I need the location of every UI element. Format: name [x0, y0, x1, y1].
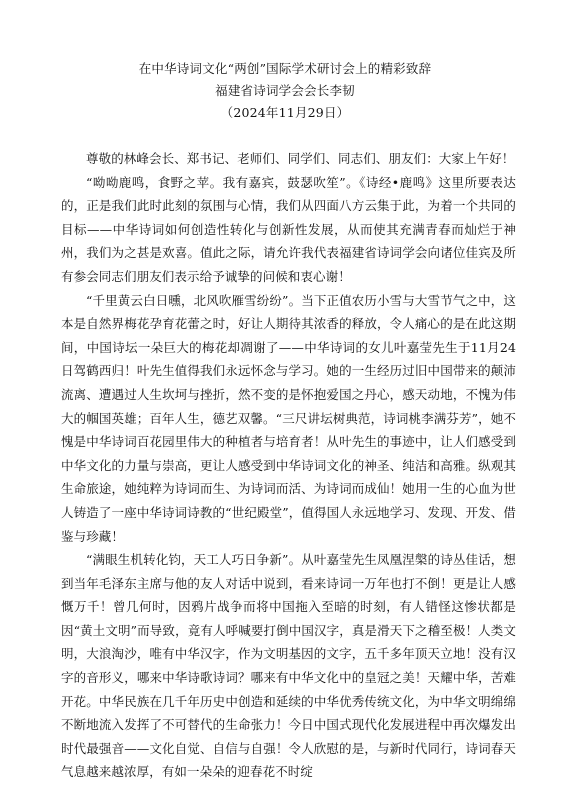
document-title: 在中华诗词文化“两创”国际学术研讨会上的精彩致辞 — [138, 61, 432, 76]
paragraph-culture: “满眼生机转化钧，天工人巧日争新”。从叶嘉莹先生凤凰涅槃的诗丛佳话，想到当年毛泽东主席与他的友人对话中说到，看来诗词一万年也打不倒！更是让人感慨万千！曾几何时，因鸦片战争而将中国拖入至暗的时刻，有人错怪这惨状都是因“黄土文明”而导致，竟有人呼喊要打倒中国汉字，真是滑天下之稽至极！人类文明，大浪淘沙，唯有中华汉字，作为文明基因的文字，五千多年顶天立地！没有汉字的音形义，哪来中华诗歌诗词？哪来有中华文化中的皇冠之美！天耀中华，苦难开花。中华民族在几千年历史中创造和延续的中华优秀传统文化，为中华文明绵绵不断地流入发挥了不可替代的生命张力！今日中国式现代化发展进程中再次爆发出时代最强音——文化自觉、自信与自强！令人欣慰的是，与新时代同行，诗词春天气息越来越浓厚，有如一朵朵的迎春花不时绽 — [61, 552, 516, 780]
paragraph-greeting: 尊敬的林峰会长、郑书记、老师们、同学们、同志们、朋友们：大家上午好！ — [86, 151, 515, 166]
paragraph-luming: “呦呦鹿鸣，食野之苹。我有嘉宾，鼓瑟吹笙”。《诗经•鹿鸣》这里所要表达的，正是我们此时此刻的氛围与心情，我们从四面八方云集于此，为着一个共同的目标——中华诗词如何创造性转化与创新性发展，从而使其充满青春而灿烂于神州，我们为之甚是欢喜。值此之际，请允许我代表福建省诗词学会向诸位佳宾及所有参会同志们朋友们表示给予诚挚的问候和衷心谢！ — [61, 174, 516, 284]
author-line: 福建省诗词学会会长李韧 — [215, 83, 355, 98]
paragraph-tribute: “千里黄云白日曛，北风吹雁雪纷纷”。当下正值农历小雪与大雪节气之中，这本是自然界梅花孕育花蕾之时，好让人期待其浓香的释放，令人痛心的是在此这期间，中国诗坛一朵巨大的梅花却凋谢了——中华诗词的女儿叶嘉莹先生于11月24日驾鹤西归！叶先生值得我们永远怀念与学习。她的一生经历过旧中国带来的颠沛流离、遭遇过人生坎坷与挫折，然不变的是怀抱爱国之丹心，感天动地，不愧为伟大的帼国英雄；百年人生，德艺双馨。“三尺讲坛树典范，诗词桃李满芬芳”，她不愧是中华诗词百花园里伟大的种植者与培育者！从叶先生的事迹中，让人们感受到中华文化的力量与崇高，更让人感受到中华诗词文化的神圣、纯洁和高雅。纵观其生命旅途，她纯粹为诗词而生、为诗词而活、为诗词而成仙！她用一生的心血为世人铸造了一座中华诗词诗教的“世纪殿堂”，值得国人永远地学习、发现、开发、借鉴与珍藏！ — [61, 292, 516, 544]
document-body — [61, 147, 516, 784]
date-line: （2024年11月29日） — [220, 105, 350, 120]
